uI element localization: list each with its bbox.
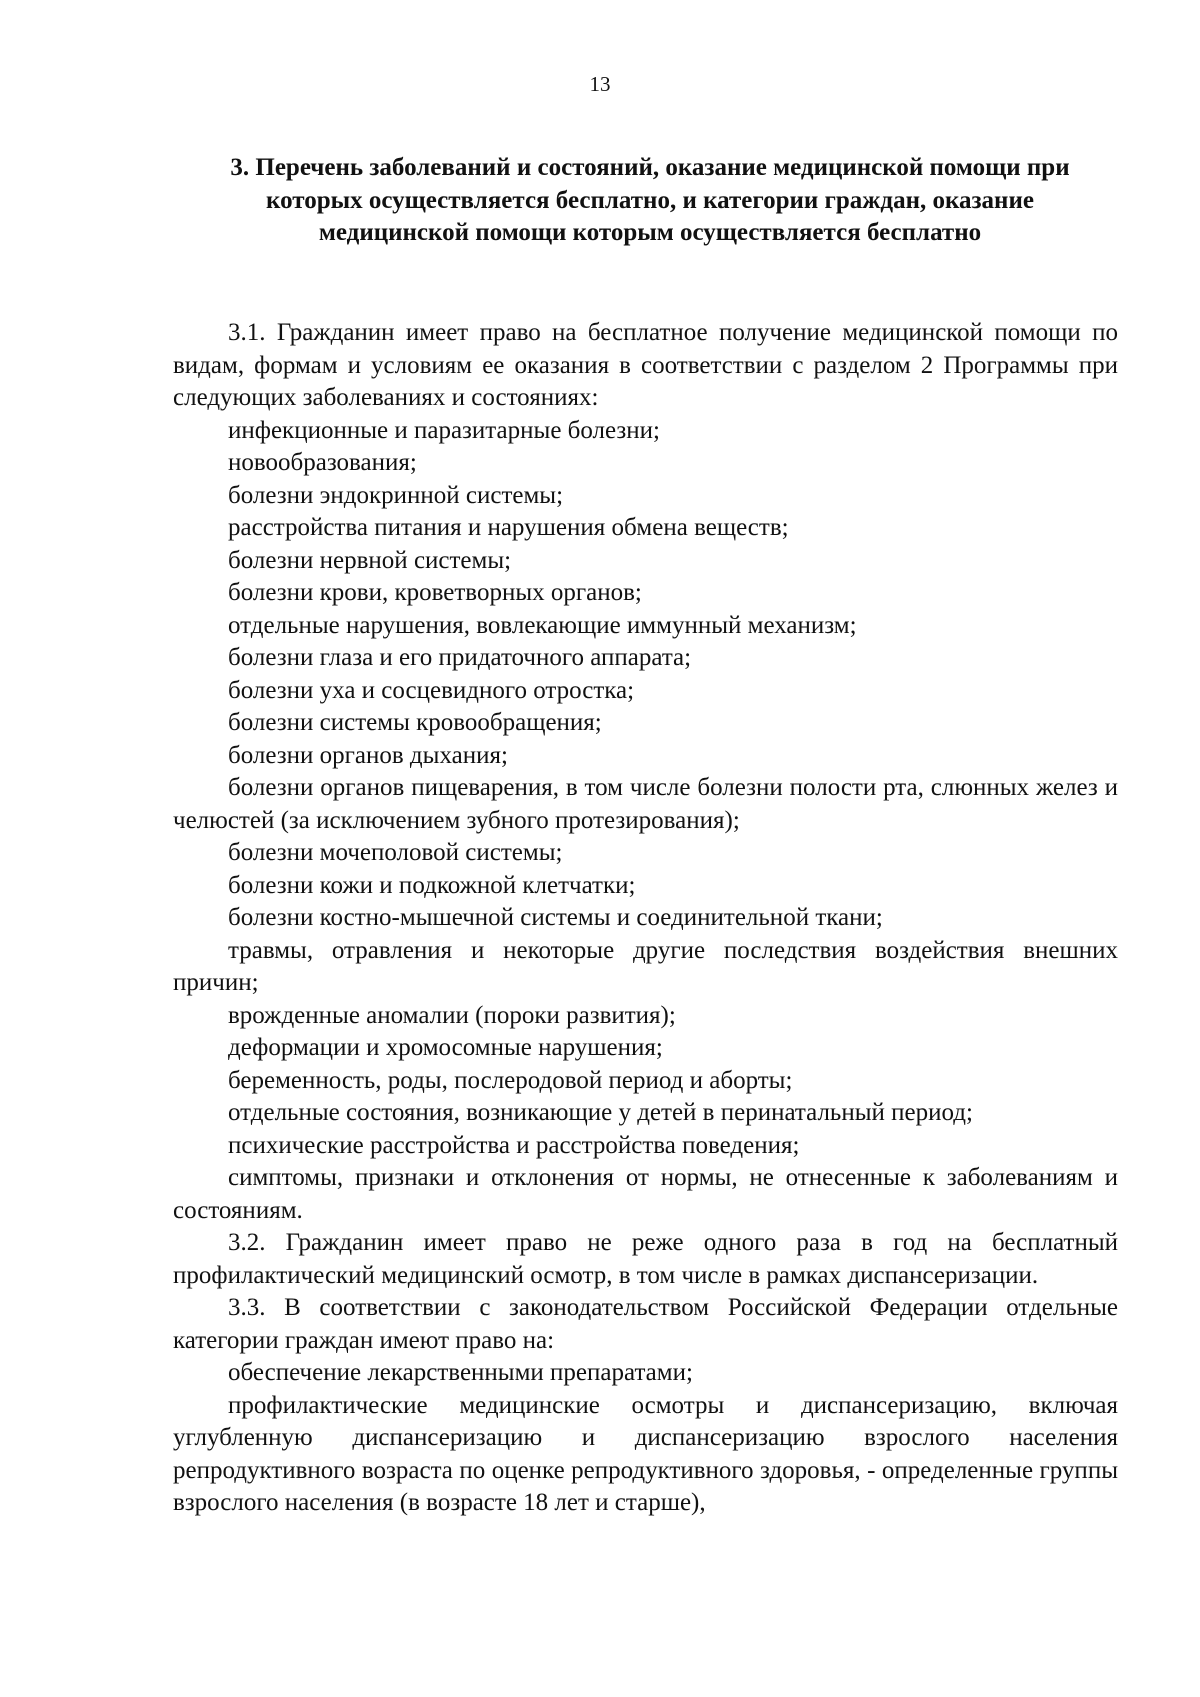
list-item: новообразования; [228,449,417,476]
list-item: болезни органов пищеварения, в том числе болезни полости рта, слюнных желез и челюстей (за исключением зубного протезирования); [173,774,1118,834]
list-item: врожденные аномалии (пороки развития); [228,1001,676,1029]
list-item: болезни костно-мышечной системы и соединительной ткани; [228,904,883,931]
list-item: болезни крови, кроветворных органов; [228,579,642,606]
list-item: симптомы, признаки и отклонения от нормы, не отнесенные к заболеваниям и состояниям. [173,1164,1118,1224]
paragraph-3-3: 3.3. В соответствии с законодательством Российской Федерации отдельные категории граждан имеют право на: [173,1294,1118,1354]
list-item: расстройства питания и нарушения обмена веществ; [228,514,789,541]
list-item: болезни мочеполовой системы; [228,839,563,866]
list-item: отдельные нарушения, вовлекающие иммунный механизм; [228,611,857,639]
page-number: 13 [589,72,611,96]
list-item: отдельные состояния, возникающие у детей в перинатальный период; [228,1099,973,1126]
list-item: инфекционные и паразитарные болезни; [228,416,661,444]
list-item: болезни нервной системы; [228,546,512,574]
section-title: 3. Перечень заболеваний и состояний, оказание медицинской помощи при которых осуществляется бесплатно, и категории граждан, оказание медицинской помощи которым осуществляется бесплатно [230,154,1070,246]
list-item: болезни кожи и подкожной клетчатки; [228,871,636,899]
list-item: профилактические медицинские осмотры и диспансеризацию, включая углубленную диспансеризацию и диспансеризацию взрослого населения репродуктивного возраста по оценке репродуктивного здоровья, - определенные группы взрослого населения (в возрасте 18 лет и старше), [173,1391,1118,1516]
paragraph-3-2: 3.2. Гражданин имеет право не реже одного раза в год на бесплатный профилактический медицинский осмотр, в том числе в рамках диспансеризации. [173,1229,1118,1289]
list-item: обеспечение лекарственными препаратами; [228,1359,693,1386]
document-body [173,317,1118,1520]
list-item: болезни органов дыхания; [228,741,508,769]
list-item: психические расстройства и расстройства поведения; [228,1131,800,1159]
list-item: болезни эндокринной системы; [228,481,564,509]
list-item: беременность, роды, послеродовой период и аборты; [228,1066,793,1094]
list-item: деформации и хромосомные нарушения; [228,1034,663,1061]
list-item: болезни системы кровообращения; [228,709,602,736]
paragraph-3-1: 3.1. Гражданин имеет право на бесплатное получение медицинской помощи по видам, формам и условиям ее оказания в соответствии с разделом 2 Программы при следующих заболеваниях и состояниях: [173,319,1118,411]
list-item: болезни уха и сосцевидного отростка; [228,676,635,704]
list-item: болезни глаза и его придаточного аппарата; [228,644,692,671]
list-item: травмы, отравления и некоторые другие последствия воздействия внешних причин; [173,936,1118,996]
